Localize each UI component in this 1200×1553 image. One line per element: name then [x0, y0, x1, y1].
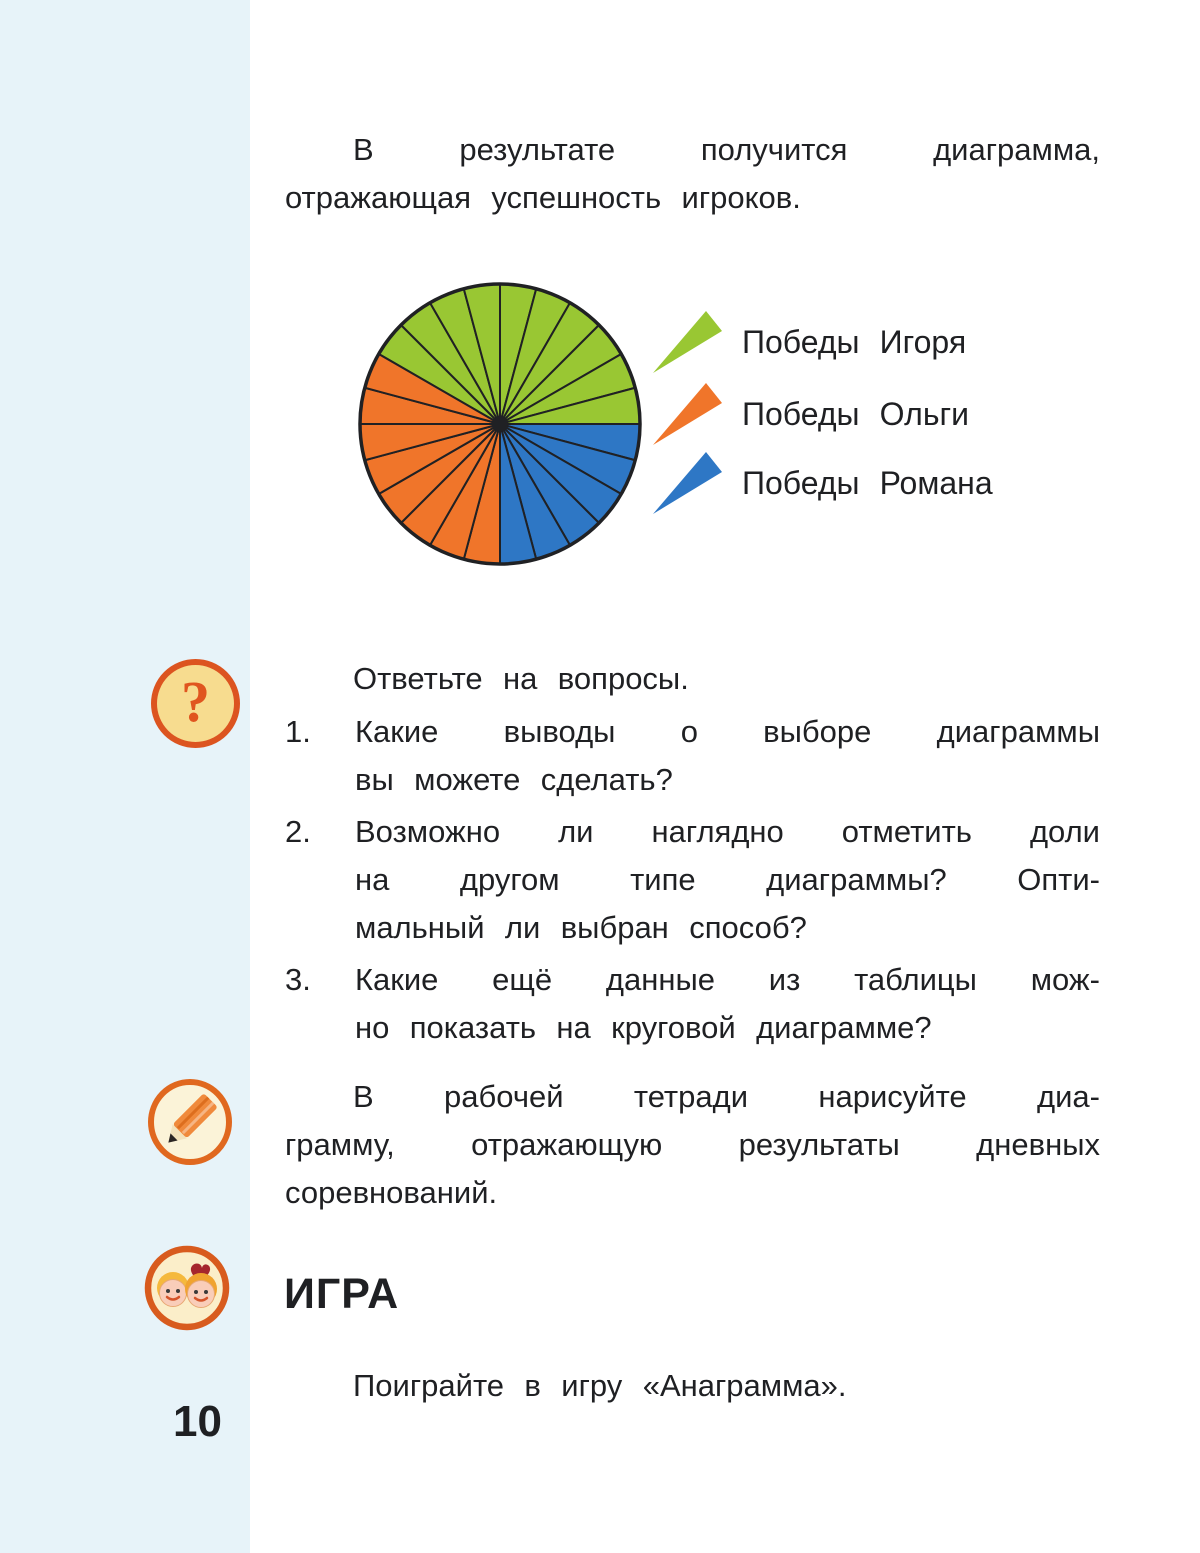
- pie-chart: [354, 278, 646, 570]
- legend-label: Победы Романа: [742, 464, 993, 501]
- text-line: Какие ещё данные из таблицы мож-: [355, 962, 1100, 997]
- children-icon: [144, 1245, 230, 1331]
- legend-item-roman: [652, 451, 993, 515]
- questions-intro: [285, 655, 1100, 703]
- text-line: Ответьте на вопросы.: [353, 661, 689, 696]
- legend-marker-igor-icon: [652, 310, 732, 374]
- question-text: [355, 808, 1100, 952]
- text-line: на другом типе диаграммы? Опти-: [355, 862, 1100, 897]
- question-number: 1.: [285, 714, 311, 749]
- text-line: вы можете сделать?: [355, 762, 673, 797]
- text-line: В результате получится диаграмма,: [353, 132, 1100, 167]
- text-line: Поиграйте в игру «Анаграмма».: [353, 1368, 847, 1403]
- question-item: [285, 708, 1100, 804]
- legend-marker-olga-icon: [652, 382, 732, 446]
- text-line: мальный ли выбран способ?: [355, 910, 807, 945]
- workbook-task-paragraph: [285, 1073, 1100, 1217]
- text-line: но показать на круговой диаграмме?: [355, 1010, 932, 1045]
- game-paragraph: [285, 1362, 1100, 1410]
- pencil-icon: [146, 1078, 234, 1166]
- question-number: 2.: [285, 814, 311, 849]
- legend-marker-roman-icon: [652, 451, 732, 515]
- intro-paragraph: [285, 126, 1100, 222]
- legend-label: Победы Ольги: [742, 395, 970, 432]
- text-line: соревнований.: [285, 1175, 498, 1210]
- pie-center-dot: [492, 416, 508, 432]
- question-item: [285, 808, 1100, 952]
- text-line: грамму, отражающую результаты дневных: [285, 1127, 1100, 1162]
- text-line: отражающая успешность игроков.: [285, 180, 801, 215]
- question-mark-icon: [151, 659, 240, 748]
- legend-item-igor: [652, 310, 966, 374]
- question-glyph: ?: [181, 668, 210, 734]
- game-heading: ИГРА: [284, 1270, 400, 1318]
- question-number: 3.: [285, 962, 311, 997]
- question-text: [355, 956, 1100, 1052]
- page-number: 10: [173, 1397, 222, 1446]
- question-text: [355, 708, 1100, 804]
- legend-item-olga: [652, 382, 969, 446]
- legend-label: Победы Игоря: [742, 323, 967, 360]
- question-item: [285, 956, 1100, 1052]
- text-line: Возможно ли наглядно отметить доли: [355, 814, 1100, 849]
- text-line: Какие выводы о выборе диаграммы: [355, 714, 1100, 749]
- text-line: В рабочей тетради нарисуйте диа-: [353, 1079, 1100, 1114]
- questions-list: [285, 708, 1100, 1056]
